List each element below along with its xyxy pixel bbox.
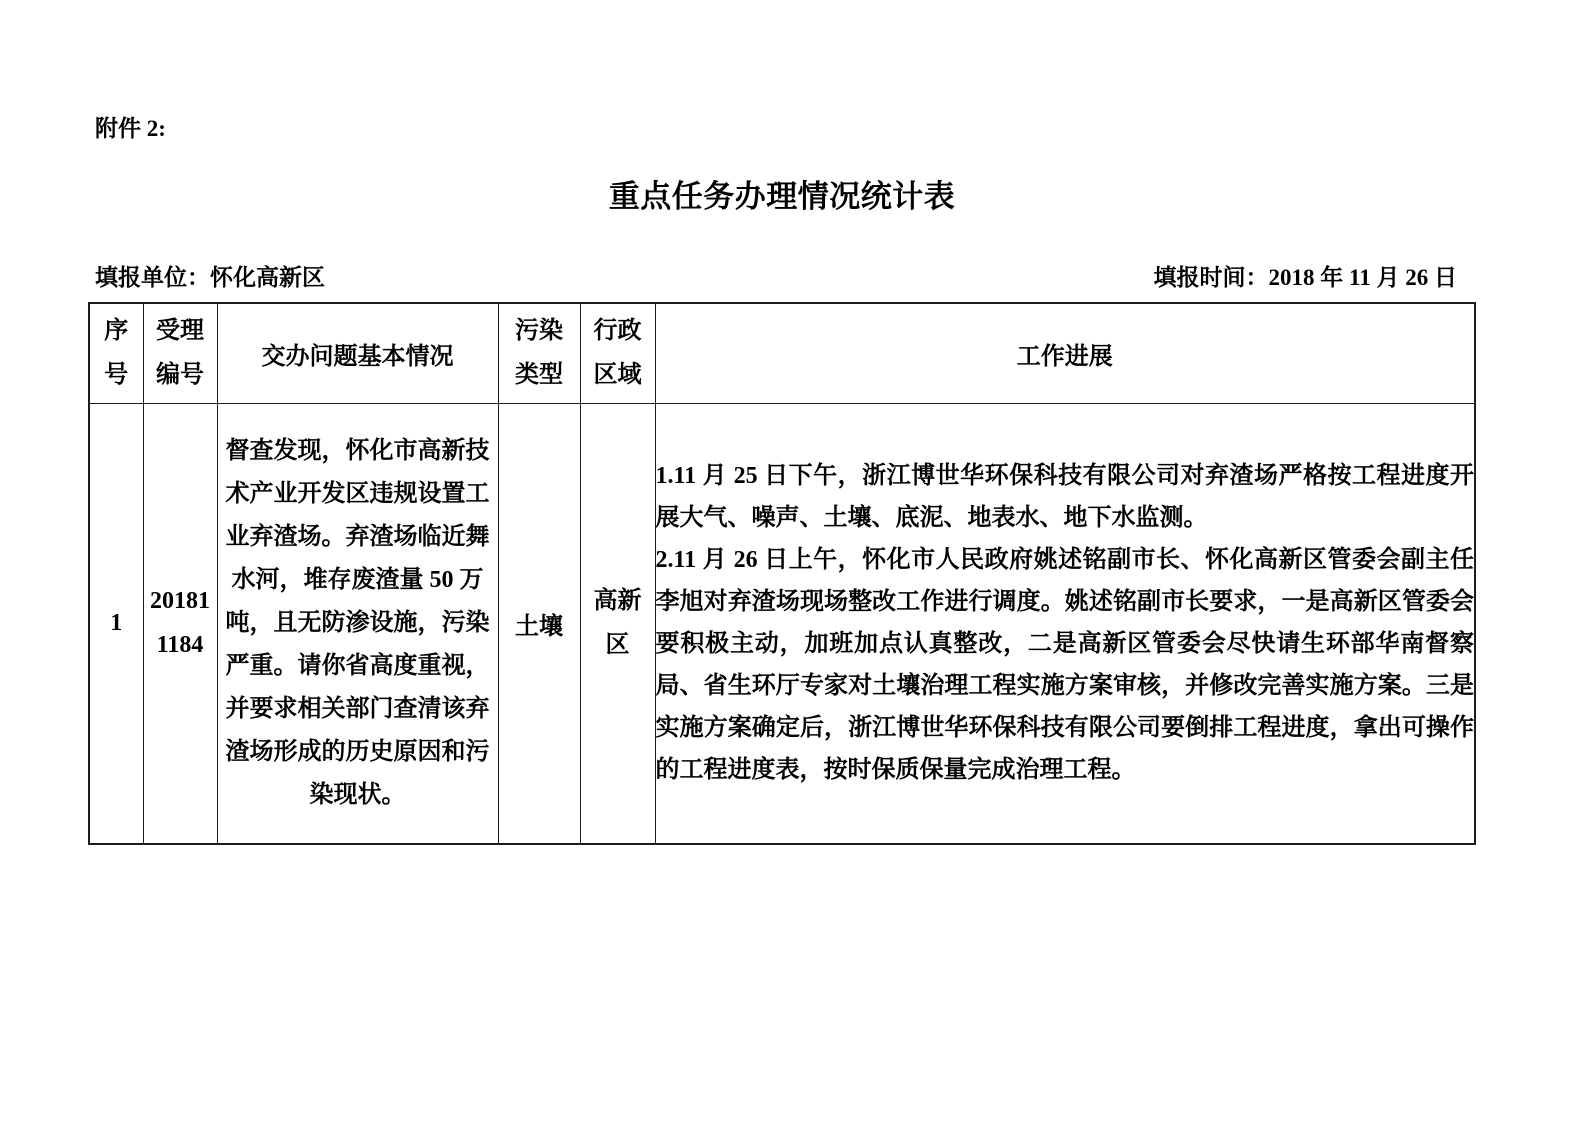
cell-progress — [655, 403, 1475, 844]
page-title: 重点任务办理情况统计表 — [608, 179, 956, 214]
cell-issue: 督查发现，怀化市高新技术产业开发区违规设置工业弃渣场。弃渣场临近舞水河，堆存废渣量 50 万吨，且无防渗设施，污染严重。请你省高度重视，并要求相关部门查清该弃渣场形成的历史原因和污染现状。 — [217, 403, 498, 844]
header-progress: 工作进展 — [655, 303, 1475, 403]
progress-paragraph-2: 2.11 月 26 日上午，怀化市人民政府姚述铭副市长、怀化高新区管委会副主任李旭对弃渣场现场整改工作进行调度。姚述铭副市长要求，一是高新区管委会要积极主动，加班加点认真整改，二是高新区管委会尽快请生环部华南督察局、省生环厅专家对土壤治理工程实施方案审核，并修改完善实施方案。三是实施方案确定后，浙江博世华环保科技有限公司要倒排工程进度，拿出可操作的工程进度表，按时保质保量完成治理工程。 — [655, 547, 1474, 784]
cell-case-no: 20181 1184 — [143, 403, 217, 844]
header-region: 行政 区域 — [580, 303, 655, 403]
header-issue: 交办问题基本情况 — [217, 303, 498, 403]
attachment-label: 附件 2: — [95, 116, 166, 141]
header-row — [89, 303, 1475, 403]
cell-seq: 1 — [89, 403, 143, 844]
meta-row — [95, 262, 1457, 294]
cell-region: 高新 区 — [580, 403, 655, 844]
stats-table — [88, 302, 1476, 845]
header-pollution-type: 污染 类型 — [498, 303, 580, 403]
report-time-label: 填报时间：2018 年 11 月 26 日 — [1153, 265, 1457, 290]
cell-pollution-type: 土壤 — [498, 403, 580, 844]
header-seq: 序 号 — [89, 303, 143, 403]
header-case-no: 受理 编号 — [143, 303, 217, 403]
report-unit-label: 填报单位：怀化高新区 — [95, 265, 325, 290]
progress-paragraph-1: 1.11 月 25 日下午，浙江博世华环保科技有限公司对弃渣场严格按工程进度开展大气、噪声、土壤、底泥、地表水、地下水监测。 — [655, 463, 1474, 532]
table-row — [89, 403, 1475, 844]
